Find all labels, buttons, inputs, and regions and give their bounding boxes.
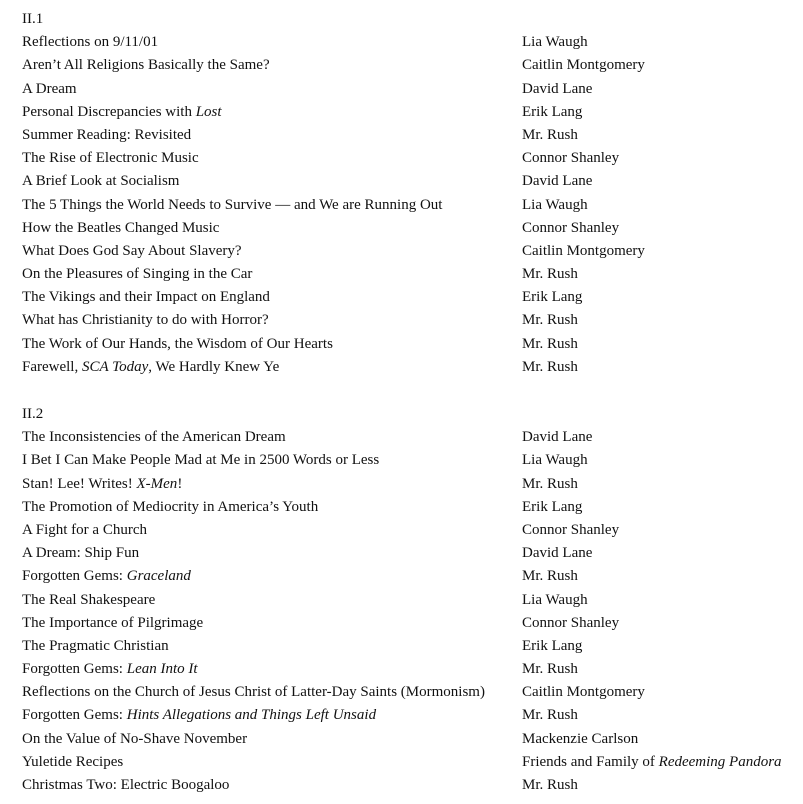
article-author [522,519,619,542]
section-ii-1 [22,8,797,379]
article-author [522,286,582,309]
article-author [522,774,578,797]
article-title-text: A Dream [22,80,77,97]
article-author-text: Lia Waugh [522,591,588,608]
article-row [22,751,797,774]
article-author-text: David Lane [522,80,593,97]
article-author [522,78,592,101]
article-author [522,449,588,472]
article-row [22,240,797,263]
article-row [22,333,797,356]
article-author-text: Caitlin Montgomery [522,242,645,259]
article-title-text: The Vikings and their Impact on England [22,289,270,306]
article-row [22,589,797,612]
article-author-text: Caitlin Montgomery [522,684,645,701]
article-title-text: Forgotten Gems: [22,661,127,678]
article-author [522,263,578,286]
article-row [22,101,797,124]
article-title [22,170,179,193]
article-title-text: The Pragmatic Christian [22,637,169,654]
article-title-text: A Brief Look at Socialism [22,173,180,190]
article-title-text: Stan! Lee! Writes! [22,475,137,492]
article-title [22,286,270,309]
article-title-text: The Inconsistencies of the American Dream [22,429,286,446]
article-title-text: What Does God Say About Slavery? [22,242,242,259]
article-title [22,519,147,542]
article-title [22,194,442,217]
article-author-text: Mr. Rush [522,335,578,352]
article-author-italic-text: Redeeming Pandora [658,753,782,770]
article-row [22,774,797,797]
article-title-italic-text: Graceland [126,568,191,585]
entry-list [22,426,797,797]
article-author-text: Mr. Rush [522,475,578,492]
article-title [22,101,222,124]
article-title-text: The Promotion of Mediocrity in America’s Youth [22,498,319,515]
article-author [522,101,582,124]
article-title-text: How the Beatles Changed Music [22,219,220,236]
article-row [22,473,797,496]
article-title-text: The Rise of Electronic Music [22,150,199,167]
article-author [522,426,592,449]
article-author [522,658,578,681]
article-author [522,170,592,193]
article-row [22,286,797,309]
article-title [22,263,252,286]
article-author [522,681,645,704]
article-title-text: A Fight for a Church [22,521,147,538]
article-row [22,658,797,681]
article-title-text: Personal Discrepancies with [22,103,196,120]
article-title [22,542,139,565]
article-title [22,751,123,774]
article-author [522,217,619,240]
article-author-text: Connor Shanley [522,150,620,167]
article-author [522,728,638,751]
article-title-text: Reflections on the Church of Jesus Christ of Latter-Day Saints (Mormonism) [22,684,485,701]
article-title [22,78,77,101]
article-row [22,635,797,658]
section-heading: II.2 [22,406,44,422]
article-title [22,449,379,472]
article-author-text: Mackenzie Carlson [522,730,639,747]
article-title [22,658,198,681]
article-title-text: Forgotten Gems: [22,707,127,724]
article-row [22,217,797,240]
article-title-text: Reflections on 9/11/01 [22,34,159,51]
article-row [22,54,797,77]
article-author-text: Lia Waugh [522,196,588,213]
article-author-text: Erik Lang [522,637,583,654]
article-title-text: The Importance of Pilgrimage [22,614,204,631]
article-title [22,728,247,751]
article-title-text: Summer Reading: Revisited [22,126,192,143]
article-title [22,589,155,612]
article-author-text: Erik Lang [522,289,583,306]
article-title-text: Forgotten Gems: [22,568,127,585]
article-author [522,635,582,658]
article-title [22,426,286,449]
article-row [22,728,797,751]
article-title-text: Farewell, [22,358,82,375]
article-author-text: Mr. Rush [522,358,578,375]
article-title-text: A Dream: Ship Fun [22,545,140,562]
article-title [22,54,270,77]
article-row [22,147,797,170]
article-row [22,170,797,193]
article-title-text: What has Christianity to do with Horror? [22,312,269,329]
article-row [22,124,797,147]
article-author-text: Erik Lang [522,498,583,515]
article-title-italic-text: Lean Into It [126,661,198,678]
article-author [522,356,578,379]
article-title-text: On the Pleasures of Singing in the Car [22,266,253,283]
article-title-text: The Work of Our Hands, the Wisdom of Our Hearts [22,335,333,352]
article-title [22,31,158,54]
article-row [22,449,797,472]
article-author [522,473,578,496]
article-title-italic-text: SCA Today [81,358,149,375]
article-title-text: On the Value of No-Shave November [22,730,248,747]
article-author [522,54,645,77]
article-author [522,751,782,774]
article-title [22,681,485,704]
article-row [22,356,797,379]
article-row [22,612,797,635]
article-title-text: The Real Shakespeare [22,591,156,608]
article-author-text: Connor Shanley [522,219,620,236]
article-title-text: Yuletide Recipes [22,753,124,770]
article-title-suffix-text: , We Hardly Knew Ye [148,358,280,375]
article-title-italic-text: X-Men [136,475,178,492]
section-ii-2 [22,403,797,797]
article-author-text: Connor Shanley [522,521,620,538]
article-title [22,496,318,519]
article-author-text: Mr. Rush [522,312,578,329]
article-title [22,704,376,727]
article-author-text: Mr. Rush [522,126,578,143]
article-author [522,333,578,356]
article-title [22,473,182,496]
article-author [522,589,588,612]
article-title-text: Christmas Two: Electric Boogaloo [22,777,230,793]
article-title [22,309,269,332]
article-author-text: Mr. Rush [522,266,578,283]
article-title [22,635,169,658]
article-row [22,309,797,332]
article-author [522,31,588,54]
article-title [22,356,279,379]
article-author-text: Mr. Rush [522,661,578,678]
article-title-italic-text: Hints Allegations and Things Left Unsaid [126,707,377,724]
article-author-text: Lia Waugh [522,452,588,469]
article-author-text: Erik Lang [522,103,583,120]
article-title [22,565,191,588]
article-title [22,147,199,170]
article-title [22,612,203,635]
article-row [22,78,797,101]
article-row [22,426,797,449]
article-author-text: Mr. Rush [522,707,578,724]
article-author-text: David Lane [522,545,593,562]
article-row [22,704,797,727]
article-row [22,496,797,519]
article-author [522,565,578,588]
article-author [522,194,588,217]
article-author [522,704,578,727]
article-row [22,31,797,54]
article-title [22,774,229,797]
article-author-text: Connor Shanley [522,614,620,631]
article-author [522,124,578,147]
article-title-text: I Bet I Can Make People Mad at Me in 2500 Words or Less [22,452,380,469]
article-author-text: Mr. Rush [522,777,578,793]
article-row [22,194,797,217]
article-author [522,612,619,635]
article-title-text: The 5 Things the World Needs to Survive — and We are Running Out [22,196,443,213]
article-title [22,240,242,263]
article-title [22,124,191,147]
article-author-text: Lia Waugh [522,34,588,51]
article-row [22,519,797,542]
article-author-text: David Lane [522,429,593,446]
article-author [522,496,582,519]
article-title-text: Aren’t All Religions Basically the Same? [22,57,270,74]
section-heading: II.1 [22,11,44,27]
article-author-text: David Lane [522,173,593,190]
article-author-text: Mr. Rush [522,568,578,585]
article-author-text: Caitlin Montgomery [522,57,645,74]
article-author [522,147,619,170]
article-author [522,240,645,263]
article-author [522,542,592,565]
article-row [22,263,797,286]
article-row [22,565,797,588]
article-title-italic-text: Lost [195,103,222,120]
article-title-suffix-text: ! [177,475,183,492]
article-author [522,309,578,332]
article-author-text: Friends and Family of [522,753,659,770]
entry-list [22,31,797,379]
article-title [22,333,333,356]
article-row [22,681,797,704]
article-row [22,542,797,565]
article-title [22,217,219,240]
